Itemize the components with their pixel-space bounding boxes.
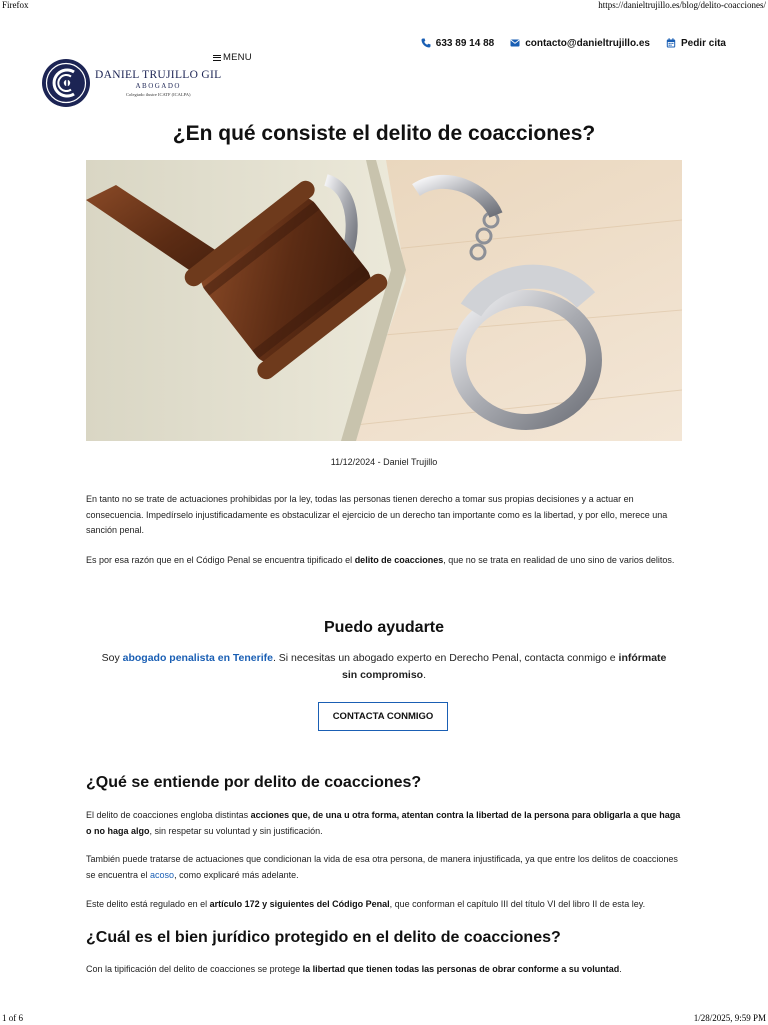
section1-paragraph-3: [86, 897, 682, 913]
phone-link[interactable]: [421, 38, 494, 49]
section1-paragraph-1: [86, 808, 682, 839]
text-span: , sin respetar su voluntad y sin justificación.: [149, 825, 323, 836]
page-title: ¿En qué consiste el delito de coacciones?: [172, 122, 596, 145]
logo-name: DANIEL TRUJILLO GIL: [95, 69, 222, 81]
section-title-2: ¿Cuál es el bien jurídico protegido en el delito de coacciones?: [86, 929, 561, 946]
section2-paragraph-1: [86, 962, 682, 978]
text-span: Es por esa razón que en el Código Penal se encuentra tipificado el: [86, 555, 355, 565]
help-title: Puedo ayudarte: [323, 619, 445, 636]
penalist-link[interactable]: abogado penalista en Tenerife: [122, 652, 273, 664]
acoso-link[interactable]: acoso: [150, 869, 175, 880]
phone-number: 633 89 14 88: [435, 37, 495, 49]
page-url: https://danieltrujillo.es/blog/delito-coacciones/: [598, 0, 766, 10]
hero-image: [86, 160, 682, 441]
logo-subtitle: ABOGADO: [135, 82, 181, 90]
text-span: Este delito está regulado en el: [86, 899, 210, 909]
section1-paragraph-2: [86, 852, 682, 883]
bold-span: la libertad que tienen todas las personas de obrar conforme a su voluntad: [302, 964, 620, 974]
logo-note: Colegiado ilustre ICATF (ICALPA): [125, 92, 191, 97]
site-logo[interactable]: [41, 58, 221, 108]
bold-span: delito de coacciones: [354, 555, 444, 565]
phone-icon: [421, 38, 431, 48]
text-span: . Si necesitas un abogado experto en Derecho Penal, contacta conmigo e: [272, 652, 619, 664]
help-text: [100, 650, 668, 684]
gavel-handcuffs-illustration: [86, 160, 682, 441]
contact-bar: [421, 36, 726, 50]
text-span: También puede tratarse de actuaciones que condicionan la vida de esa otra persona, de manera injustificada, ya que entre los delitos de coacciones se encuentra el: [86, 854, 678, 880]
email-address: contacto@danieltrujillo.es: [525, 37, 650, 49]
appointment-link[interactable]: [666, 38, 726, 49]
intro-paragraph-1: En tanto no se trate de actuaciones prohibidas por la ley, todas las personas tienen derecho a tomar sus propias decisiones y a actuar en consecuencia. Impedírselo injustificadamente es obstaculizar el ejercicio de un derecho tan importante como es la libertad, y por ello, merece una sanción penal.: [86, 494, 668, 535]
page-counter: 1 of 6: [2, 1013, 23, 1023]
intro-paragraph-2: [86, 553, 682, 569]
section-title-1: ¿Qué se entiende por delito de coacciones?: [86, 774, 422, 791]
text-span: Con la tipificación del delito de coacciones se protege: [86, 964, 303, 974]
text-span: .: [423, 669, 427, 681]
print-footer: [0, 1013, 768, 1025]
email-link[interactable]: [510, 38, 650, 49]
print-header: [0, 0, 768, 12]
post-meta: 11/12/2024 - Daniel Trujillo: [330, 457, 438, 467]
text-span: , que no se trata en realidad de uno sino de varios delitos.: [443, 555, 675, 565]
text-span: , que conforman el capítulo III del título VI del libro II de esta ley.: [389, 899, 646, 909]
appointment-label: Pedir cita: [680, 37, 726, 49]
bold-span: artículo 172 y siguientes del Código Penal: [209, 899, 390, 909]
print-datetime: 1/28/2025, 9:59 PM: [693, 1013, 766, 1023]
bold-span: acciones que, de una u otra forma, atentan contra la libertad de la persona para obligarla a que haga o no haga algo: [86, 810, 681, 836]
text-span: , como explicaré más adelante.: [174, 869, 299, 880]
logo-emblem-icon: [41, 58, 91, 108]
contact-button[interactable]: CONTACTA CONMIGO: [318, 702, 448, 731]
browser-app-name: Firefox: [2, 0, 29, 10]
calendar-icon: [666, 38, 676, 48]
text-span: Soy: [101, 652, 123, 664]
text-span: El delito de coacciones engloba distintas: [86, 810, 251, 820]
bold-span: infórmate sin compromiso: [341, 652, 667, 681]
menu-label: MENU: [223, 52, 252, 63]
envelope-icon: [510, 38, 520, 48]
text-span: .: [619, 964, 622, 974]
